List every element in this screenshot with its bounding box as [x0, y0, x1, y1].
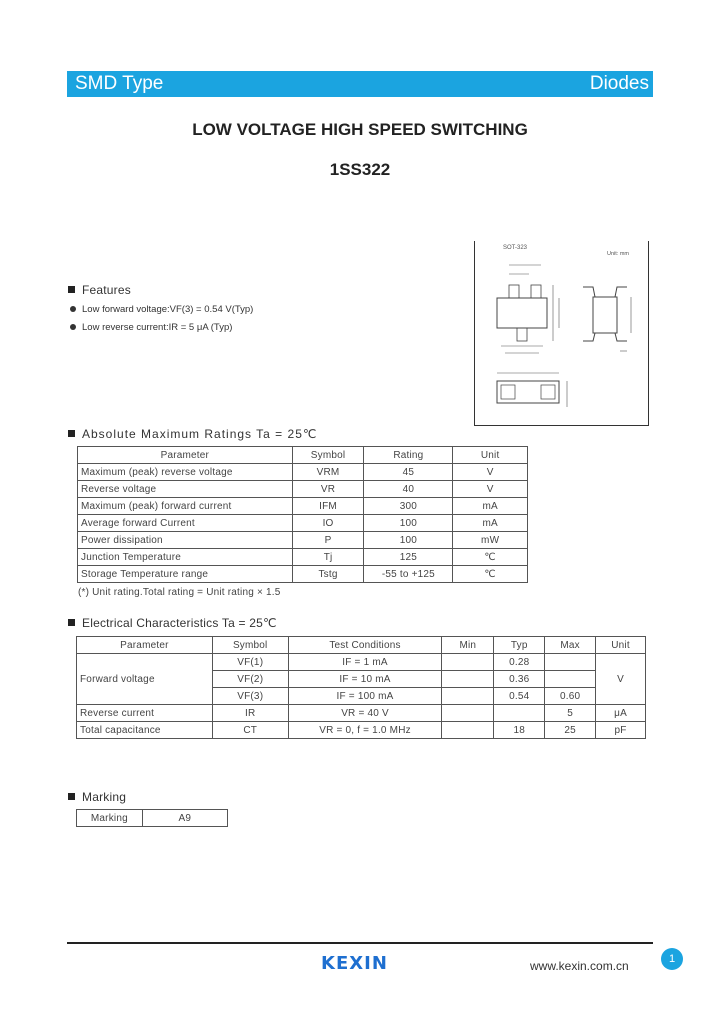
table-row: [78, 498, 528, 515]
rating-cell: 300: [364, 498, 453, 515]
symbol-cell: VF(3): [212, 688, 288, 705]
table-header-row: [78, 447, 528, 464]
header-type: Diodes: [589, 73, 649, 94]
table-row: [78, 464, 528, 481]
param-cell: Power dissipation: [78, 532, 293, 549]
elec-table: [76, 636, 646, 739]
column-header: Unit: [453, 447, 528, 464]
unit-cell: ℃: [453, 549, 528, 566]
square-bullet-icon: [68, 793, 75, 800]
max-cell: 5: [545, 705, 596, 722]
column-header: Symbol: [212, 637, 288, 654]
symbol-cell: VF(1): [212, 654, 288, 671]
page-number-badge: 1: [661, 948, 683, 970]
table-row: [78, 532, 528, 549]
column-header: Parameter: [78, 447, 293, 464]
header-category: SMD Type: [75, 73, 164, 94]
min-cell: [442, 671, 494, 688]
unit-cell: V: [453, 481, 528, 498]
kexin-logo: KEXIN: [321, 953, 388, 974]
symbol-cell: Tj: [292, 549, 364, 566]
feature-item: Low forward voltage:VF(3) = 0.54 V(Typ): [70, 304, 253, 315]
typ-cell: 0.36: [494, 671, 545, 688]
document-title: LOW VOLTAGE HIGH SPEED SWITCHING: [192, 120, 528, 139]
bullet-dot-icon: [70, 324, 76, 330]
elec-heading: Electrical Characteristics Ta = 25℃: [68, 616, 277, 630]
condition-cell: VR = 0, f = 1.0 MHz: [288, 722, 442, 739]
column-header: Max: [545, 637, 596, 654]
typ-cell: 18: [494, 722, 545, 739]
column-header: Typ: [494, 637, 545, 654]
header-bar: [67, 71, 653, 97]
param-cell: Average forward Current: [78, 515, 293, 532]
website-link[interactable]: www.kexin.com.cn: [530, 959, 629, 973]
rating-cell: 45: [364, 464, 453, 481]
table-row: [77, 654, 646, 671]
min-cell: [442, 722, 494, 739]
param-cell: Total capacitance: [77, 722, 213, 739]
table-row: [78, 566, 528, 583]
param-cell: Maximum (peak) reverse voltage: [78, 464, 293, 481]
min-cell: [442, 688, 494, 705]
package-outline-figure: [475, 241, 648, 425]
part-number: 1SS322: [329, 160, 391, 179]
condition-cell: IF = 1 mA: [288, 654, 442, 671]
symbol-cell: VF(2): [212, 671, 288, 688]
table-row: [78, 549, 528, 566]
unit-cell: mA: [453, 515, 528, 532]
bullet-dot-icon: [70, 306, 76, 312]
typ-cell: 0.54: [494, 688, 545, 705]
param-cell: Reverse current: [77, 705, 213, 722]
package-drawing: [474, 241, 649, 426]
rating-cell: 125: [364, 549, 453, 566]
param-cell: Reverse voltage: [78, 481, 293, 498]
min-cell: [442, 654, 494, 671]
square-bullet-icon: [68, 430, 75, 437]
unit-rating-note: (*) Unit rating.Total rating = Unit rating × 1.5: [78, 587, 281, 598]
symbol-cell: Tstg: [292, 566, 364, 583]
symbol-cell: VR: [292, 481, 364, 498]
unit-cell: mA: [453, 498, 528, 515]
feature-item: Low reverse current:IR = 5 μA (Typ): [70, 322, 232, 333]
rating-cell: -55 to +125: [364, 566, 453, 583]
typ-cell: 0.28: [494, 654, 545, 671]
column-header: Min: [442, 637, 494, 654]
condition-cell: IF = 10 mA: [288, 671, 442, 688]
column-header: Rating: [364, 447, 453, 464]
marking-heading: Marking: [68, 790, 126, 804]
symbol-cell: VRM: [292, 464, 364, 481]
param-cell: Forward voltage: [77, 654, 213, 705]
symbol-cell: IR: [212, 705, 288, 722]
condition-cell: IF = 100 mA: [288, 688, 442, 705]
max-cell: [545, 654, 596, 671]
unit-cell: ℃: [453, 566, 528, 583]
marking-table: [76, 809, 228, 827]
symbol-cell: CT: [212, 722, 288, 739]
features-heading: Features: [68, 283, 131, 297]
symbol-cell: IFM: [292, 498, 364, 515]
min-cell: [442, 705, 494, 722]
square-bullet-icon: [68, 286, 75, 293]
param-cell: Storage Temperature range: [78, 566, 293, 583]
unit-cell: V: [596, 654, 646, 705]
package-name: SOT-323: [503, 245, 528, 251]
table-row: [77, 722, 646, 739]
rating-cell: 100: [364, 532, 453, 549]
table-row: [77, 705, 646, 722]
package-unit: Unit: mm: [607, 251, 629, 257]
unit-cell: V: [453, 464, 528, 481]
symbol-cell: IO: [292, 515, 364, 532]
footer-divider: [67, 942, 653, 944]
rating-cell: 100: [364, 515, 453, 532]
unit-cell: μA: [596, 705, 646, 722]
max-cell: 25: [545, 722, 596, 739]
marking-label-cell: Marking: [77, 810, 143, 827]
column-header: Unit: [596, 637, 646, 654]
max-cell: 0.60: [545, 688, 596, 705]
table-row: [78, 515, 528, 532]
abs-max-table: [77, 446, 528, 583]
unit-cell: mW: [453, 532, 528, 549]
marking-value-cell: A9: [142, 810, 227, 827]
table-row: [78, 481, 528, 498]
table-header-row: [77, 637, 646, 654]
symbol-cell: P: [292, 532, 364, 549]
column-header: Parameter: [77, 637, 213, 654]
abs-max-heading: Absolute Maximum Ratings Ta = 25℃: [68, 427, 317, 441]
param-cell: Junction Temperature: [78, 549, 293, 566]
column-header: Symbol: [292, 447, 364, 464]
param-cell: Maximum (peak) forward current: [78, 498, 293, 515]
max-cell: [545, 671, 596, 688]
table-row: [77, 810, 228, 827]
unit-cell: pF: [596, 722, 646, 739]
condition-cell: VR = 40 V: [288, 705, 442, 722]
typ-cell: [494, 705, 545, 722]
rating-cell: 40: [364, 481, 453, 498]
column-header: Test Conditions: [288, 637, 442, 654]
square-bullet-icon: [68, 619, 75, 626]
